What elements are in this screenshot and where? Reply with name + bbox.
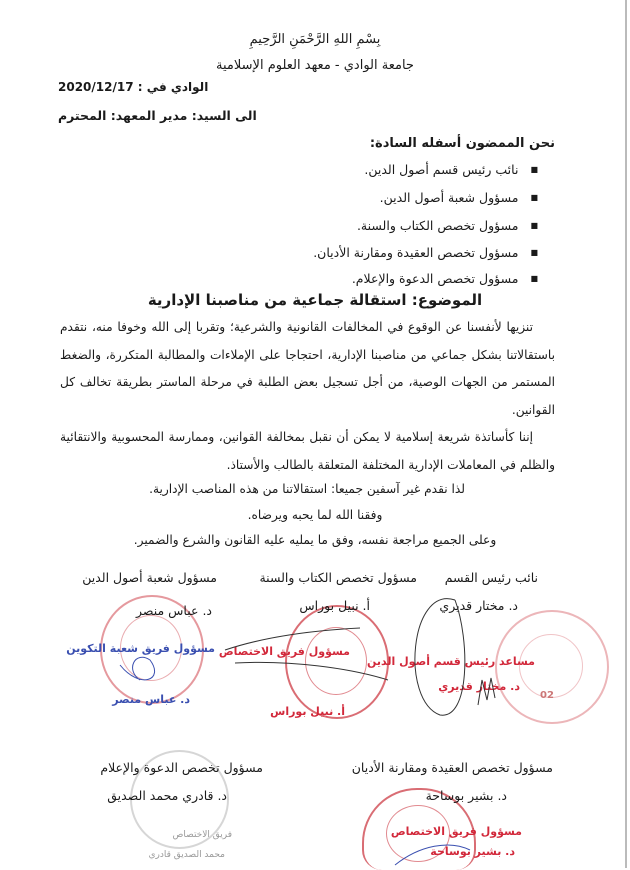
signature-title-vice-head: نائب رئيس القسم bbox=[444, 570, 538, 585]
signature-title-usul-din: مسؤول شعبة أصول الدين bbox=[82, 570, 217, 585]
stamp-name: د. عباس منصر bbox=[112, 693, 190, 706]
date-line: الوادي في : 2020/12/17 bbox=[58, 80, 209, 94]
signature-title-dawa: مسؤول تخصص الدعوة والإعلام bbox=[100, 760, 263, 775]
signature-stroke bbox=[478, 678, 495, 705]
signature-name-usul-din: د. عباس منصر bbox=[136, 603, 212, 618]
signature-stroke bbox=[395, 845, 470, 865]
body-paragraph-1: تنزيها لأنفسنا عن الوقوع في المخالفات القانونية والشرعية؛ وتقربا إلى الله وخوفا منه، نتقدم باستقالاتنا بشكل جماعي من مناصبنا الإدارية، احتجاجا على الإملاءات والمطالبة المتكررة، والضغط المستمر من الجهات الوصية، من أجل تسجيل بعض الطلبة في مرحلة الماستر بطريقة تخالف كل القوانين. bbox=[60, 320, 555, 417]
stamp-label: مسؤول فريق الاختصاص bbox=[390, 825, 522, 838]
body-paragraph-4: وفقنا الله لما يحبه ويرضاه. bbox=[247, 508, 383, 522]
stamp-label: مسؤول فريق الاختصاص bbox=[218, 645, 350, 658]
subject-heading: الموضوع: استقالة جماعية من مناصبنا الإدارية bbox=[147, 291, 483, 309]
stamp-name: محمد الصديق قادري bbox=[148, 850, 225, 860]
signature-stroke bbox=[120, 657, 155, 680]
signature-name-kitab-sunna: أ. نبيل بوراس bbox=[299, 598, 370, 613]
signature-title-kitab-sunna: مسؤول تخصص الكتاب والسنة bbox=[259, 570, 417, 585]
stamp-name: د. مختار قديري bbox=[438, 680, 520, 693]
stamp-number: 02 bbox=[540, 690, 554, 701]
signature-stroke bbox=[225, 628, 388, 680]
list-item: ■ نائب رئيس قسم أصول الدين. bbox=[364, 162, 538, 177]
basmala: بِسْمِ اللهِ الرَّحْمَنِ الرَّحِيمِ bbox=[249, 32, 381, 47]
signature-name-vice-head: د. مختار قديري bbox=[439, 598, 518, 613]
signature-title-aqida: مسؤول تخصص العقيدة ومقارنة الأديان bbox=[351, 760, 553, 775]
stamp-label: فريق الاختصاص bbox=[172, 830, 232, 840]
intro-line: نحن الممضون أسفله السادة: bbox=[369, 136, 555, 151]
body-paragraph-5: وعلى الجميع مراجعة نفسه، وفق ما يمليه عليه القانون والشرع والضمير. bbox=[133, 533, 497, 547]
signature-name-aqida: د. بشير بوساحة bbox=[425, 788, 507, 803]
addressee: الى السيد: مدير المعهد: المحترم bbox=[58, 108, 257, 123]
stamp-label: مساعد رئيس قسم أصول الدين bbox=[367, 655, 535, 668]
body-paragraph-3: لذا نقدم غير آسفين جميعا: استقالاتنا من هذه المناصب الإدارية. bbox=[149, 482, 465, 496]
signature-name-dawa: د. قادري محمد الصديق bbox=[107, 788, 227, 803]
list-item: ■ مسؤول شعبة أصول الدين. bbox=[380, 190, 538, 205]
institution-name: جامعة الوادي - معهد العلوم الإسلامية bbox=[216, 58, 414, 73]
signature-stroke bbox=[415, 599, 465, 716]
stamp-label: مسؤول فريق شعبة التكوين bbox=[66, 642, 215, 655]
stamp-name: د. بشير بوساحة bbox=[430, 845, 515, 858]
stamp-name: أ. نبيل بوراس bbox=[270, 705, 345, 718]
list-item: ■ مسؤول تخصص العقيدة ومقارنة الأديان. bbox=[313, 245, 538, 260]
list-item: ■ مسؤول تخصص الدعوة والإعلام. bbox=[352, 271, 538, 286]
list-item: ■ مسؤول تخصص الكتاب والسنة. bbox=[357, 218, 538, 233]
body-paragraph-2: إننا كأساتذة شريعة إسلامية لا يمكن أن نقبل بمخالفة القوانين، وممارسة المحسوبية والانتقائية والظلم في المعاملات الإدارية المختلفة المتعلقة بالطالب والأستاذ. bbox=[60, 430, 555, 472]
